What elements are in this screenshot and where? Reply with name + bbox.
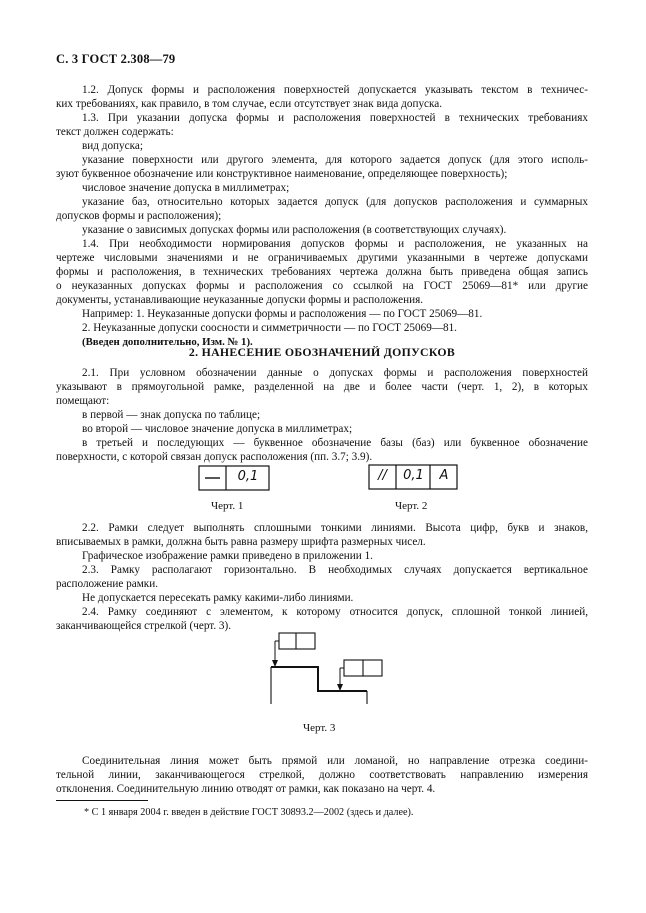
- paragraph-2-1-line-3: помещают:: [56, 395, 110, 407]
- paragraph-2-2-line-1: 2.2. Рамки следует выполнять сплошными тонкими линиями. Высота цифр, букв и знаков,: [82, 522, 588, 534]
- list-item-cont: допусков формы и расположения);: [56, 210, 222, 222]
- paragraph-1-4-line-1: 1.4. При необходимости нормирования допусков формы и расположения, не указанных на: [82, 238, 588, 250]
- leader-line-drawing-fig-3: [255, 630, 395, 708]
- paragraph-conn-line-3: отклонения. Соединительную линию отводят от рамки, как показано на черт. 4.: [56, 783, 436, 795]
- parallelism-icon: //: [378, 468, 387, 483]
- paragraph-2-3-line-2: расположение рамки.: [56, 578, 158, 590]
- section-title: 2. НАНЕСЕНИЕ ОБОЗНАЧЕНИЙ ДОПУСКОВ: [188, 345, 456, 359]
- list-item: во второй — числовое значение допуска в миллиметрах;: [82, 423, 353, 435]
- footnote-divider: [56, 800, 148, 801]
- list-item: указание о зависимых допусках формы или расположения (в соответствующих случаях).: [82, 224, 507, 236]
- paragraph-2-4-line-2: заканчивающейся стрелкой (черт. 3).: [56, 620, 232, 632]
- fig-2-datum: A: [439, 468, 449, 483]
- paragraph-2-3-line-3: Не допускается пересекать рамку какими-либо линиями.: [82, 592, 354, 604]
- paragraph-1-3-line-1: 1.3. При указании допуска формы и расположения поверхностей в технических требованиях: [82, 112, 588, 124]
- list-item: указание поверхности или другого элемента, для которого задается допуск (для этого исполь-: [82, 154, 588, 166]
- paragraph-1-2-line-1: 1.2. Допуск формы и расположения поверхностей допускается указывать текстом в техничес-: [82, 84, 588, 96]
- list-item: указание баз, относительно которых задается допуск (для допусков расположения и суммарных: [82, 196, 588, 208]
- fig-2-value: 0,1: [403, 468, 424, 483]
- paragraph-1-2-line-2: ких требованиях, как правило, в том случае, если отсутствует знак вида допуска.: [56, 98, 443, 110]
- paragraph-2-1-line-2: указывают в прямоугольной рамке, разделенной на две и более части (черт. 1, 2), в которых: [56, 381, 588, 393]
- paragraph-2-4-line-1: 2.4. Рамку соединяют с элементом, к которому относится допуск, сплошной тонкой линией,: [82, 606, 588, 618]
- example-2: 2. Неуказанные допуски соосности и симметричности — по ГОСТ 25069—81.: [82, 322, 457, 334]
- list-item: вид допуска;: [82, 140, 143, 152]
- paragraph-1-4-line-3: формы и расположения, в технических требованиях чертежа должна быть приведена общая запись: [56, 266, 588, 278]
- paragraph-2-3-line-1: 2.3. Рамку располагают горизонтально. В необходимых случаях допускается вертикальное: [82, 564, 588, 576]
- paragraph-1-3-line-2: текст должен содержать:: [56, 126, 174, 138]
- list-item: в первой — знак допуска по таблице;: [82, 409, 261, 421]
- footnote: * С 1 января 2004 г. введен в действие ГОСТ 30893.2—2002 (здесь и далее).: [84, 807, 414, 818]
- paragraph-1-4-line-5: документы, устанавливающие неуказанные допуски формы и расположения.: [56, 294, 424, 306]
- list-item-cont: зуют буквенное обозначение или конструктивное наименование, определяющее поверхность);: [56, 168, 508, 180]
- paragraph-conn-line-2: тельной линии, заканчивающегося стрелкой, должно соответствовать направлению измерения: [56, 769, 588, 781]
- paragraph-conn-line-1: Соединительная линия может быть прямой или ломаной, но направление отрезка соедини-: [82, 755, 588, 767]
- paragraph-2-2-line-2: вписываемых в рамки, должна быть равна размеру шрифта размерных чисел.: [56, 536, 426, 548]
- paragraph-1-4-line-2: чертеже числовыми значениями и не ограничиваемых другими указанными в чертеже допусками: [56, 252, 588, 264]
- paragraph-2-1-line-1: 2.1. При условном обозначении данные о допусках формы и расположения поверхностей: [82, 367, 588, 379]
- fig-2-caption: Черт. 2: [395, 500, 428, 512]
- fig-1-caption: Черт. 1: [211, 500, 244, 512]
- list-item: числовое значение допуска в миллиметрах;: [82, 182, 290, 194]
- page-header: С. 3 ГОСТ 2.308—79: [56, 52, 176, 66]
- list-item-cont: поверхности, с которой связан допуск расположения (пп. 3.7; 3.9).: [56, 451, 373, 463]
- paragraph-1-4-line-4: о неуказанных допусках формы и расположения со ссылкой на ГОСТ 25069—81* или другие: [56, 280, 588, 292]
- fig-1-value: 0,1: [237, 469, 259, 484]
- amendment-note: (Введен дополнительно, Изм. № 1).: [82, 336, 253, 348]
- fig-3-caption: Черт. 3: [303, 722, 336, 734]
- example-1: Например: 1. Неуказанные допуски формы и расположения — по ГОСТ 25069—81.: [82, 308, 483, 320]
- paragraph-2-2-line-3: Графическое изображение рамки приведено в приложении 1.: [82, 550, 373, 562]
- list-item: в третьей и последующих — буквенное обозначение базы (баз) или буквенное обозначение: [82, 437, 588, 449]
